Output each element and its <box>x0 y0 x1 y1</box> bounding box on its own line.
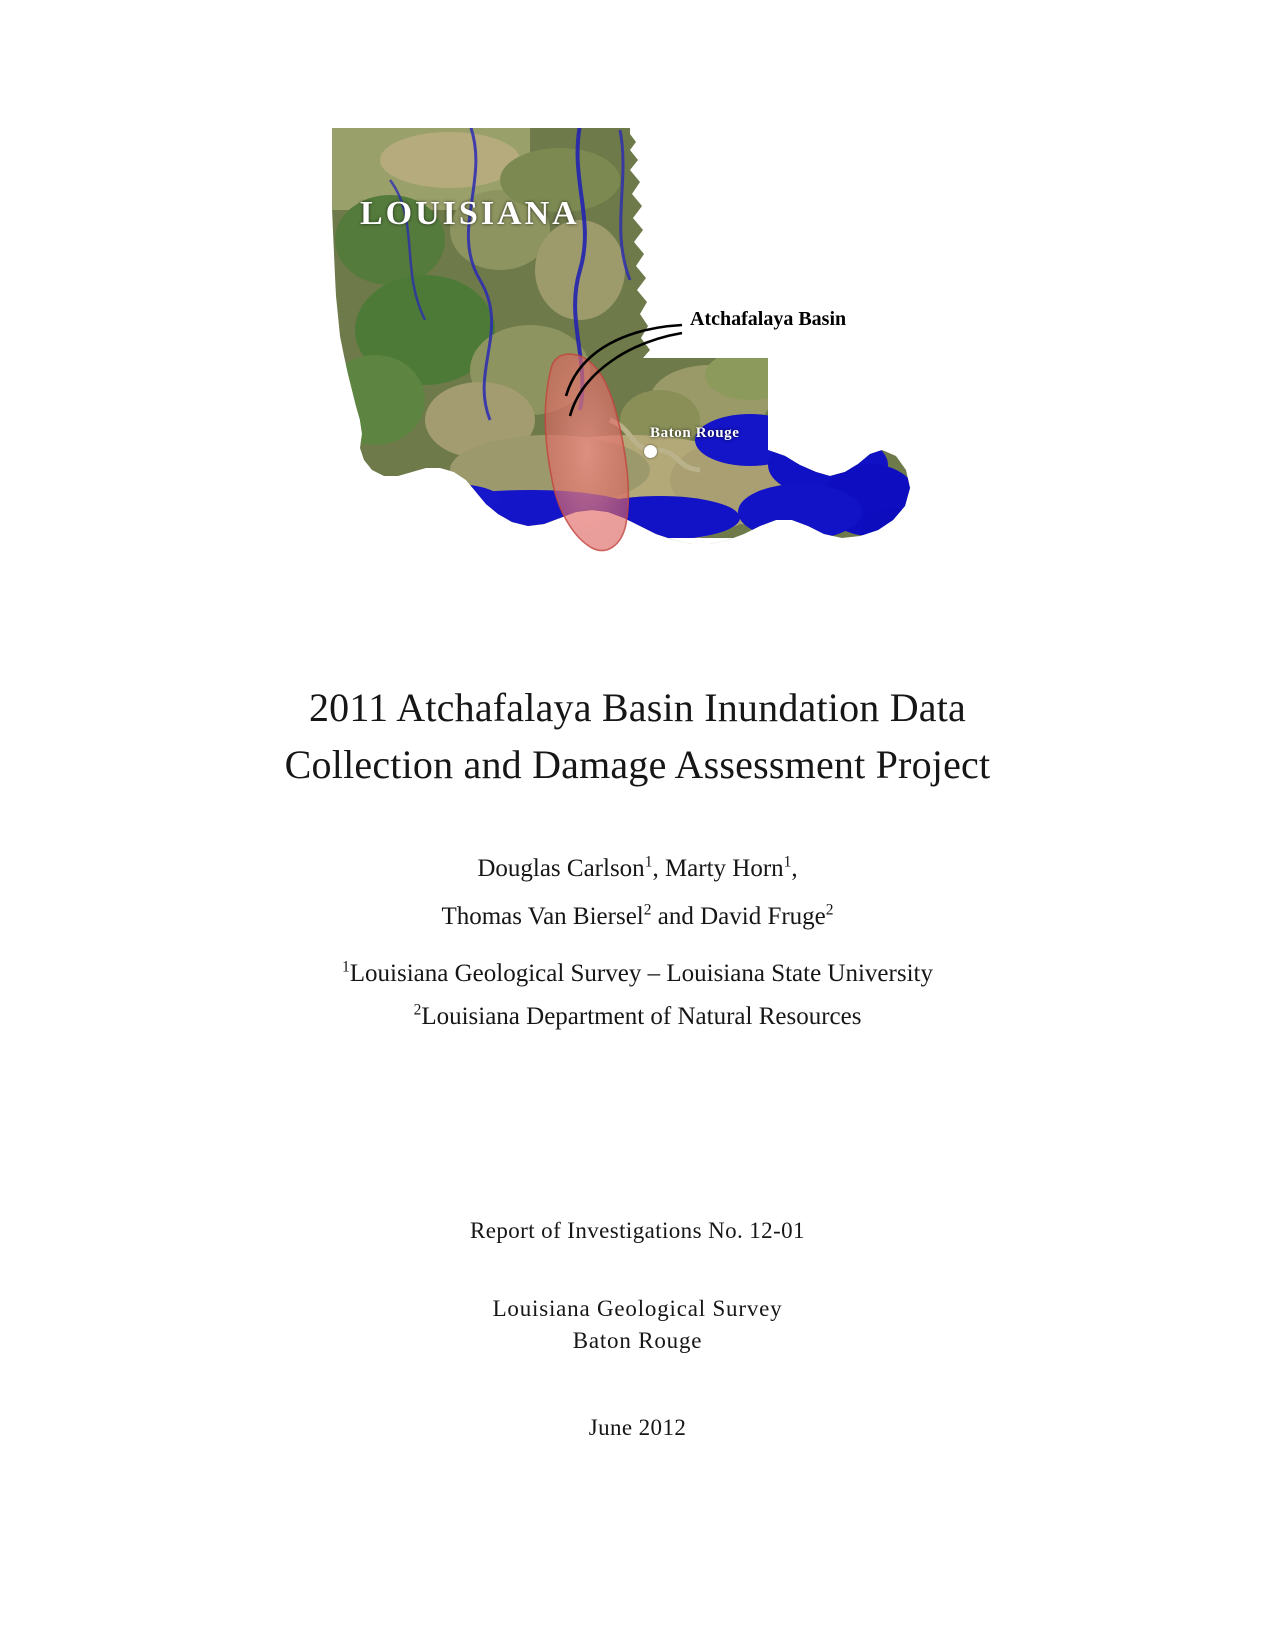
map-label-louisiana: LOUISIANA <box>360 195 580 232</box>
publisher-organization: Louisiana Geological Survey <box>492 1296 783 1321</box>
publication-date: June 2012 <box>588 1415 687 1440</box>
affiliation-2 <box>0 995 1275 1038</box>
report-number: Report of Investigations No. 12-01 <box>470 1218 805 1243</box>
page-title <box>0 680 1275 794</box>
author-name-van-biersel: Thomas Van Biersel <box>441 902 644 930</box>
title-line-1: 2011 Atchafalaya Basin Inundation Data <box>308 685 967 730</box>
author-carlson-affiliation-marker: 1 <box>644 853 653 871</box>
author-name-horn: , Marty Horn <box>652 855 784 882</box>
author-name-fruge: and David Fruge <box>651 902 826 930</box>
affiliation-1 <box>0 952 1275 995</box>
author-horn-affiliation-marker: 1 <box>783 853 792 871</box>
affiliation-2-text: Louisiana Department of Natural Resources <box>421 1003 862 1030</box>
author-line-1-trailing: , <box>791 855 798 882</box>
affiliation-1-marker: 1 <box>342 958 350 976</box>
affiliation-2-marker: 2 <box>413 1001 422 1019</box>
baton-rouge-marker-icon <box>644 445 657 458</box>
affiliation-1-text: Louisiana Geological Survey – Louisiana State University <box>349 960 933 987</box>
author-name-carlson: Douglas Carlson <box>477 855 645 882</box>
author-fruge-affiliation-marker: 2 <box>825 901 834 919</box>
publisher-block <box>0 1293 1275 1356</box>
affiliation-list <box>0 952 1275 1038</box>
map-label-atchafalaya-basin: Atchafalaya Basin <box>690 308 847 330</box>
publisher-city: Baton Rouge <box>572 1327 703 1353</box>
author-van-biersel-affiliation-marker: 2 <box>643 901 652 919</box>
author-list <box>0 845 1275 940</box>
title-line-2: Collection and Damage Assessment Project <box>284 741 991 787</box>
cover-figure <box>330 120 920 630</box>
author-line-2 <box>0 893 1275 941</box>
author-line-1 <box>0 845 1275 893</box>
map-label-baton-rouge: Baton Rouge <box>650 425 740 441</box>
